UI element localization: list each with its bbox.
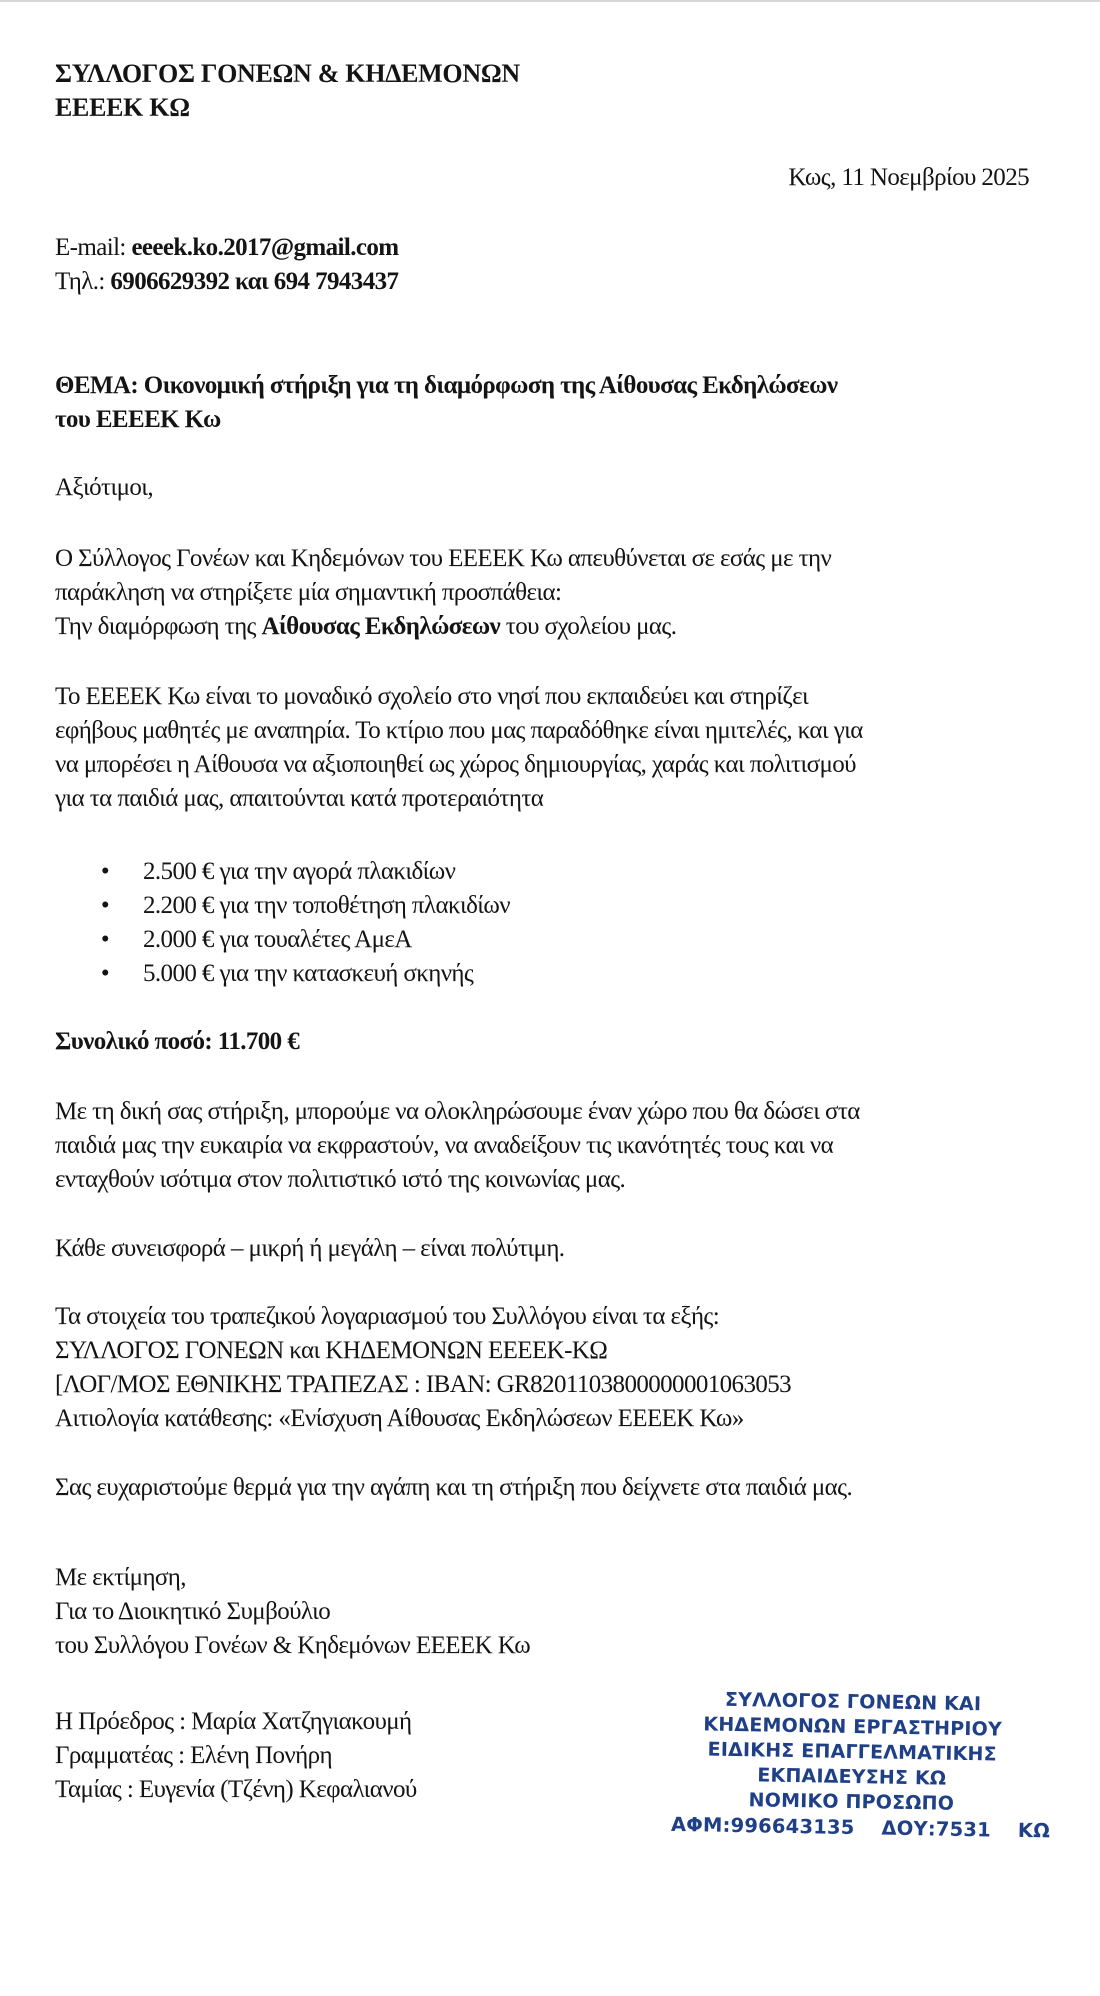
cost-item: 2.200 € για την τοποθέτηση πλακιδίων bbox=[143, 892, 510, 919]
cost-item: 5.000 € για την κατασκευή σκηνής bbox=[143, 960, 474, 987]
stamp-line: ΝΟΜΙΚΟ ΠΡΟΣΩΠΟ bbox=[748, 1789, 955, 1815]
paragraph1-line3-pre: Την διαμόρφωση της bbox=[55, 613, 262, 640]
stamp-line-tax-ids: ΑΦΜ:996643135 ΔΟΥ:7531 ΚΩ bbox=[670, 1812, 1051, 1843]
paragraph3-line1: Με τη δική σας στήριξη, μπορούμε να ολοκληρώσουμε έναν χώρο που θα δώσει στα bbox=[55, 1098, 860, 1125]
phone-numbers: 6906629392 και 694 7943437 bbox=[110, 268, 399, 295]
phone-line bbox=[55, 266, 398, 298]
paragraph2-line4: για τα παιδιά μας, απαιτούνται κατά προτεραιότητα bbox=[55, 785, 544, 812]
association-stamp bbox=[670, 1687, 1051, 1843]
email-address[interactable]: eeeek.ko.2017@gmail.com bbox=[131, 234, 399, 261]
bullet-icon: • bbox=[100, 858, 110, 885]
org-name-line1: ΣΥΛΛΟΓΟΣ ΓΟΝΕΩΝ & ΚΗΔΕΜΟΝΩΝ bbox=[55, 59, 520, 88]
cost-item: 2.500 € για την αγορά πλακιδίων bbox=[143, 858, 456, 885]
stamp-line: ΣΥΛΛΟΓΟΣ ΓΟΝΕΩΝ ΚΑΙ bbox=[724, 1688, 982, 1716]
paragraph2-line1: Το ΕΕΕΕΚ Κω είναι το μοναδικό σχολείο στο νησί που εκπαιδεύει και στηρίζει bbox=[55, 683, 809, 710]
paragraph2-line3: να μπορέσει η Αίθουσα να αξιοποιηθεί ως χώρος δημιουργίας, χαράς και πολιτισμού bbox=[55, 751, 856, 778]
board-president: Η Πρόεδρος : Μαρία Χατζηγιακουμή bbox=[55, 1708, 412, 1735]
paragraph3-line3: ενταχθούν ισότιμα στον πολιτιστικό ιστό της κοινωνίας μας. bbox=[55, 1166, 626, 1193]
paragraph1-line2: παράκληση να στηρίξετε μία σημαντική προσπάθεια: bbox=[55, 579, 562, 606]
deposit-reason: Αιτιολογία κατάθεσης: «Ενίσχυση Αίθουσας Εκδηλώσεων ΕΕΕΕΚ Κω» bbox=[55, 1405, 744, 1432]
email-line bbox=[55, 232, 398, 264]
paragraph2-line2: εφήβους μαθητές με αναπηρία. Το κτίριο που μας παραδόθηκε είναι ημιτελές, και για bbox=[55, 717, 863, 744]
scan-top-edge bbox=[0, 0, 1100, 2]
closing-line3: του Συλλόγου Γονέων & Κηδεμόνων ΕΕΕΕΚ Κω bbox=[55, 1632, 531, 1659]
subject-line2: του ΕΕΕΕΚ Κω bbox=[55, 406, 221, 433]
paragraph1-line3-post: του σχολείου μας. bbox=[500, 613, 677, 640]
bank-iban[interactable]: [ΛΟΓ/ΜΟΣ ΕΘΝΙΚΗΣ ΤΡΑΠΕΖΑΣ : IBAN: GR8201103800000001063053 bbox=[55, 1371, 792, 1398]
closing-line1: Με εκτίμηση, bbox=[55, 1564, 186, 1591]
bullet-icon: • bbox=[100, 892, 110, 919]
greeting: Αξιότιμοι, bbox=[55, 474, 154, 501]
subject-line1: ΘΕΜΑ: Οικονομική στήριξη για τη διαμόρφωση της Αίθουσας Εκδηλώσεων bbox=[55, 372, 838, 399]
closing-line2: Για το Διοικητικό Συμβούλιο bbox=[55, 1598, 331, 1625]
board-secretary: Γραμματέας : Ελένη Πονήρη bbox=[55, 1742, 332, 1769]
hall-name-bold: Αίθουσας Εκδηλώσεων bbox=[261, 613, 501, 640]
paragraph3-line2: παιδιά μας την ευκαιρία να εκφραστούν, να αναδείξουν τις ικανότητές τους και να bbox=[55, 1132, 834, 1159]
bullet-icon: • bbox=[100, 960, 110, 987]
paragraph1-line3 bbox=[55, 611, 676, 643]
email-label: E-mail: bbox=[55, 234, 132, 261]
letter-date: Κως, 11 Νοεμβρίου 2025 bbox=[788, 164, 1029, 191]
org-name-line2: ΕΕΕΕΚ ΚΩ bbox=[55, 93, 190, 122]
bank-account-name: ΣΥΛΛΟΓΟΣ ΓΟΝΕΩΝ και ΚΗΔΕΜΟΝΩΝ ΕΕΕΕΚ-ΚΩ bbox=[55, 1337, 608, 1364]
board-treasurer: Ταμίας : Ευγενία (Τζένη) Κεφαλιανού bbox=[55, 1776, 417, 1803]
stamp-line: ΚΗΔΕΜΟΝΩΝ ΕΡΓΑΣΤΗΡΙΟΥ bbox=[703, 1713, 1003, 1741]
phone-label: Τηλ.: bbox=[55, 268, 111, 295]
thanks-line: Σας ευχαριστούμε θερμά για την αγάπη και τη στήριξη που δείχνετε στα παιδιά μας. bbox=[55, 1474, 853, 1501]
bank-intro: Τα στοιχεία του τραπεζικού λογαριασμού του Συλλόγου είναι τα εξής: bbox=[55, 1303, 720, 1330]
cost-item: 2.000 € για τουαλέτες ΑμεΑ bbox=[143, 926, 412, 953]
paragraph4: Κάθε συνεισφορά – μικρή ή μεγάλη – είναι πολύτιμη. bbox=[55, 1235, 565, 1262]
total-amount: Συνολικό ποσό: 11.700 € bbox=[55, 1028, 300, 1055]
stamp-line: ΕΚΠΑΙΔΕΥΣΗΣ ΚΩ bbox=[757, 1764, 947, 1790]
paragraph1-line1: Ο Σύλλογος Γονέων και Κηδεμόνων του ΕΕΕΕΚ Κω απευθύνεται σε εσάς με την bbox=[55, 545, 832, 572]
bullet-icon: • bbox=[100, 926, 110, 953]
stamp-line: ΕΙΔΙΚΗΣ ΕΠΑΓΓΕΛΜΑΤΙΚΗΣ bbox=[707, 1738, 997, 1766]
